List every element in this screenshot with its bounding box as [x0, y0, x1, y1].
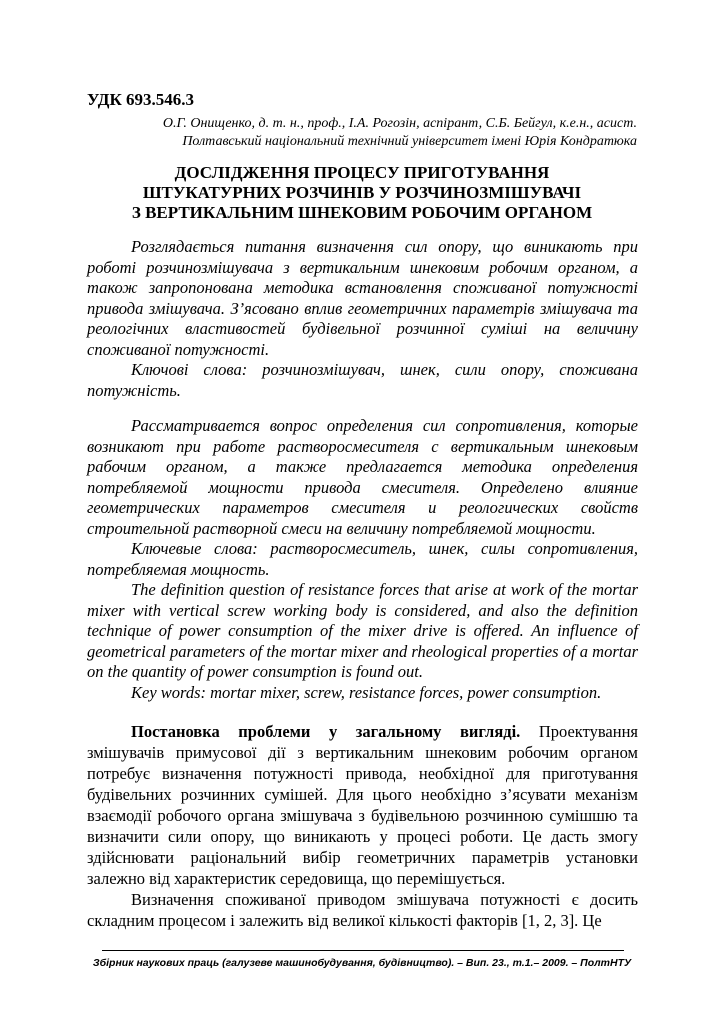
abstract-text: Рассматривается вопрос определения сил сопротивления, которые возникают при работе растворосмесителя с вертикальным шнековым рабочим органом, а также предлагается методика определения потребляемой мощности привода смесителя. Определено влияние геометрических параметров смесителя и реологических свойств строительной растворной смеси на величину потребляемой мощности.: [87, 416, 638, 538]
title-line: ДОСЛІДЖЕННЯ ПРОЦЕСУ ПРИГОТУВАННЯ: [174, 163, 550, 182]
body-paragraph: [87, 721, 638, 889]
keywords: Ключевые слова: растворосмеситель, шнек, силы сопротивления, потребляемая мощность.: [87, 539, 638, 579]
journal-footer: Збірник наукових праць (галузеве машинобудування, будівництво). – Вип. 23., т.1.– 2009. – ПолтНТУ: [92, 957, 632, 969]
keywords: Ключові слова: розчинозмішувач, шнек, сили опору, споживана потужність.: [87, 360, 638, 400]
abstract-ukrainian: [87, 237, 638, 401]
footer-divider: [102, 950, 624, 951]
authors-line: О.Г. Онищенко, д. т. н., проф., І.А. Рогозін, аспірант, С.Б. Бейгул, к.е.н., асист.: [162, 116, 637, 131]
abstract-text: The definition question of resistance forces that arise at work of the mortar mixer with vertical screw working body is considered, and also the definition technique of power consumption of the mixer drive is offered. An influence of geometrical parameters of the mortar mixer and rheological properties of a mortar on the quantity of power consumption is found out.: [87, 580, 638, 681]
body-paragraph: Визначення споживаної приводом змішувача потужності є досить складним процесом і залежить від великої кількості факторів [1, 2, 3]. Це: [87, 890, 638, 930]
section-heading: Постановка проблеми у загальному вигляді.: [131, 722, 521, 741]
abstract-english: [87, 580, 638, 703]
affiliation-line: Полтавський національний технічний університет імені Юрія Кондратюка: [182, 134, 637, 149]
title-line: З ВЕРТИКАЛЬНИМ ШНЕКОВИМ РОБОЧИМ ОРГАНОМ: [131, 203, 593, 222]
abstract-text: Розглядається питання визначення сил опору, що виникають при роботі розчинозмішувача з вертикальним шнековим робочим органом, а також запропонована методика встановлення споживаної потужності привода змішувача. З’ясовано вплив геометричних параметрів змішувача та реологічних властивостей будівельної розчинної суміші на величину споживаної потужності.: [87, 237, 638, 359]
keywords: Key words: mortar mixer, screw, resistance forces, power consumption.: [131, 682, 602, 702]
author-block: [100, 115, 637, 151]
paragraph-text: Проектування змішувачів примусової дії з вертикальним шнековим робочим органом потребує визначення потужності привода, необхідної для приготування будівельних розчинних сумішей. Для цього необхідно з’ясувати механізм взаємодії робочого органа змішувача з будівельною розчинною сумішшю та визначити сили опору, що виникають у процесі роботи. Це дасть змогу здійснювати раціональний вибір геометричних параметрів установки залежно від характеристик середовища, що перемішується.: [87, 722, 638, 888]
abstract-russian: [87, 416, 638, 580]
udk-code: УДК 693.546.3: [87, 90, 195, 109]
title-line: ШТУКАТУРНИХ РОЗЧИНІВ У РОЗЧИНОЗМІШУВАЧІ: [142, 183, 582, 202]
paper-title: [87, 163, 637, 223]
body-text: [87, 721, 638, 931]
